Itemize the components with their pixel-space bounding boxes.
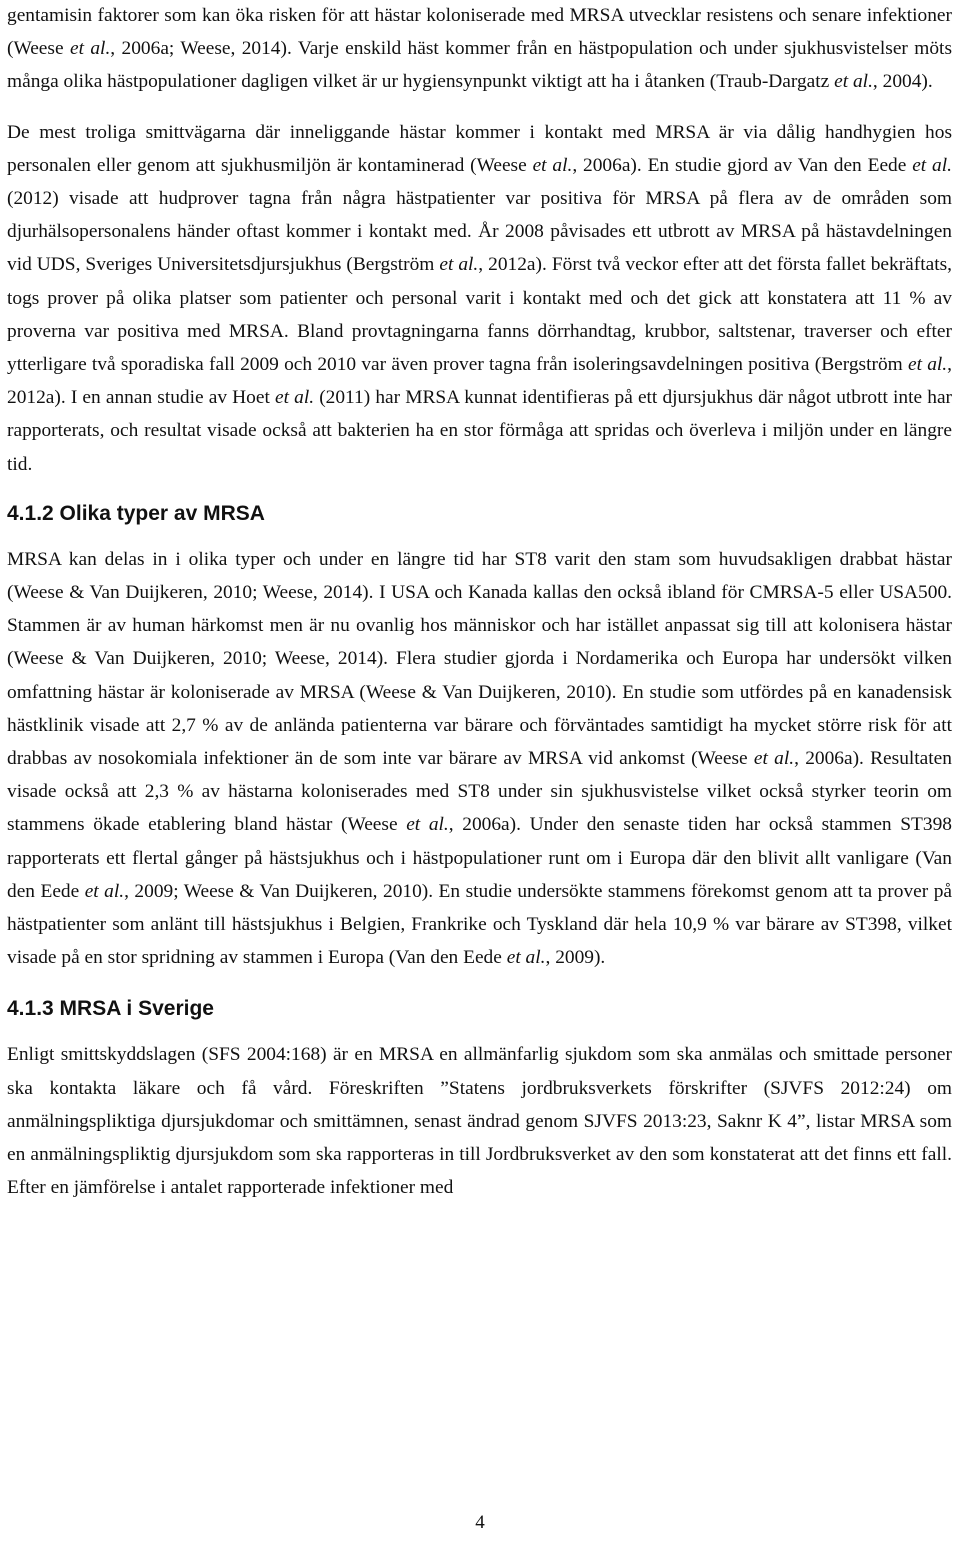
text-run: (2011) har MRSA kunnat identifieras på ett djursjukhus där något utbrott inte har rapporterats, och resultat visade också att bakterien ha en stor förmåga att spridas och överleva i miljön under en längre tid. <box>7 387 953 475</box>
text-run: gentamisin faktorer som kan öka risken för att hästar koloniserade med MRSA utvecklar resistens och senare infektioner (Weese <box>7 5 952 60</box>
paragraph-3 <box>7 543 952 975</box>
italic-run: et al. <box>69 38 111 60</box>
paragraph-4 <box>7 1038 952 1204</box>
text-run: , 2009). <box>545 947 606 969</box>
italic-run: et al. <box>834 71 873 93</box>
italic-run: et al. <box>912 154 952 176</box>
italic-run: et al. <box>753 748 795 770</box>
section-heading-4-1-2: 4.1.2 Olika typer av MRSA <box>7 501 265 525</box>
paragraph-2 <box>7 116 952 481</box>
page-number: 4 <box>475 1512 485 1533</box>
text-run: , 2009; Weese & Van Duijkeren, 2010). En studie undersökte stammens förekomst genom att ta prover på hästpatienter som anlänt till hästsjukhus i Belgien, Frankrike och Tyskland där hela 10,9 % var bärare av ST398, vilket visade på en stor spridning av stammen i Europa (Van den Eede <box>7 880 952 969</box>
text-run: , 2006a). Resultaten visade också att 2,3 % av hästarna koloniserades med ST8 under sin sjukhusvistelse vilket också styrker teorin om stammens ökade etablering bland hästar (Weese <box>7 748 952 836</box>
text-run: MRSA kan delas in i olika typer och under en längre tid har ST8 varit den stam som huvudsakligen drabbat hästar (Weese & Van Duijkeren, 2010; Weese, 2014). I USA och Kanada kallas den också ibland för CMRSA-5 eller USA500. Stammen är av human härkomst men är nu ovanlig hos människor och har istället anpassat sig till att kolonisera hästar (Weese & Van Duijkeren, 2010; Weese, 2014). Flera studier gjorda i Nordamerika och Europa har undersökt vilken omfattning hästar är koloniserade av MRSA (Weese & Van Duijkeren, 2010). En studie som utfördes på en kanadensisk hästklinik visade att 2,7 % av de anlända patienterna var bärare och förväntades samtidigt ha mycket större risk för att drabbas av nosokomiala infektioner än de som inte var bärare av MRSA vid ankomst (Weese <box>7 548 952 770</box>
text-run: De mest troliga smittvägarna där inneliggande hästar kommer i kontakt med MRSA är via dålig handhygien hos personalen eller genom att sjukhusmiljön är kontaminerad (Weese <box>7 121 952 176</box>
italic-run: et al. <box>439 254 479 276</box>
text-run: Enligt smittskyddslagen (SFS 2004:168) är en MRSA en allmänfarlig sjukdom som ska anmälas och smittade personer ska kontakta läkare och få vård. Föreskriften ”Statens jordbruksverkets förskrifter (SJVFS 2012:24) om anmälningspliktiga djursjukdomar och smittämnen, senast ändrad genom SJVFS 2013:23, Saknr K 4”, listar MRSA som en anmälningspliktig djursjukdom som ska rapporteras in till Jordbruksverket av den som konstaterat att det finns ett fall. Efter en jämförelse i antalet rapporterade infektioner med <box>7 1044 952 1199</box>
section-heading-4-1-3: 4.1.3 MRSA i Sverige <box>7 997 214 1021</box>
text-run: (2012) visade att hudprover tagna från några hästpatienter var positiva för MRSA på flera av de områden som djurhälsopersonalens händer oftast kommer i kontakt med. År 2008 påvisades ett utbrott av MRSA på hästavdelningen vid UDS, Sveriges Universitetsdjursjukhus (Bergström <box>7 188 952 276</box>
italic-run: et al. <box>506 947 546 969</box>
italic-run: et al. <box>406 814 449 836</box>
text-run: , 2012a). Först två veckor efter att det första fallet bekräftats, togs prover på olika platser som patienter och personal varit i kontakt med och det gick att konstatera att 11 % av proverna var positiva med MRSA. Bland provtagningarna fanns dörrhandtag, krubbor, saltstenar, traverser och efter ytterligare två sporadiska fall 2009 och 2010 var även prover tagna från isoleringsavdelningen positiva (Bergström <box>7 254 952 376</box>
text-run: , 2012a). I en annan studie av Hoet <box>7 354 952 409</box>
text-run: , 2006a). Under den senaste tiden har också stammen ST398 rapporterats ett flertal gånger på hästsjukhus och i hästpopulationer runt om i Europa där den blivit allt vanligare (Van den Eede <box>7 814 952 902</box>
italic-run: et al. <box>275 387 315 409</box>
italic-run: et al. <box>84 880 125 902</box>
paragraph-1 <box>7 0 952 99</box>
italic-run: et al. <box>532 154 573 176</box>
italic-run: et al. <box>907 354 948 376</box>
text-run: , 2004). <box>872 71 933 93</box>
text-run: , 2006a). En studie gjord av Van den Eede <box>572 154 913 176</box>
text-run: , 2006a; Weese, 2014). Varje enskild häst kommer från en hästpopulation och under sjukhusvistelser möts många olika hästpopulationer dagligen vilket är ur hygiensynpunkt viktigt att ha i åtanken (Traub-Dargatz <box>7 38 952 93</box>
